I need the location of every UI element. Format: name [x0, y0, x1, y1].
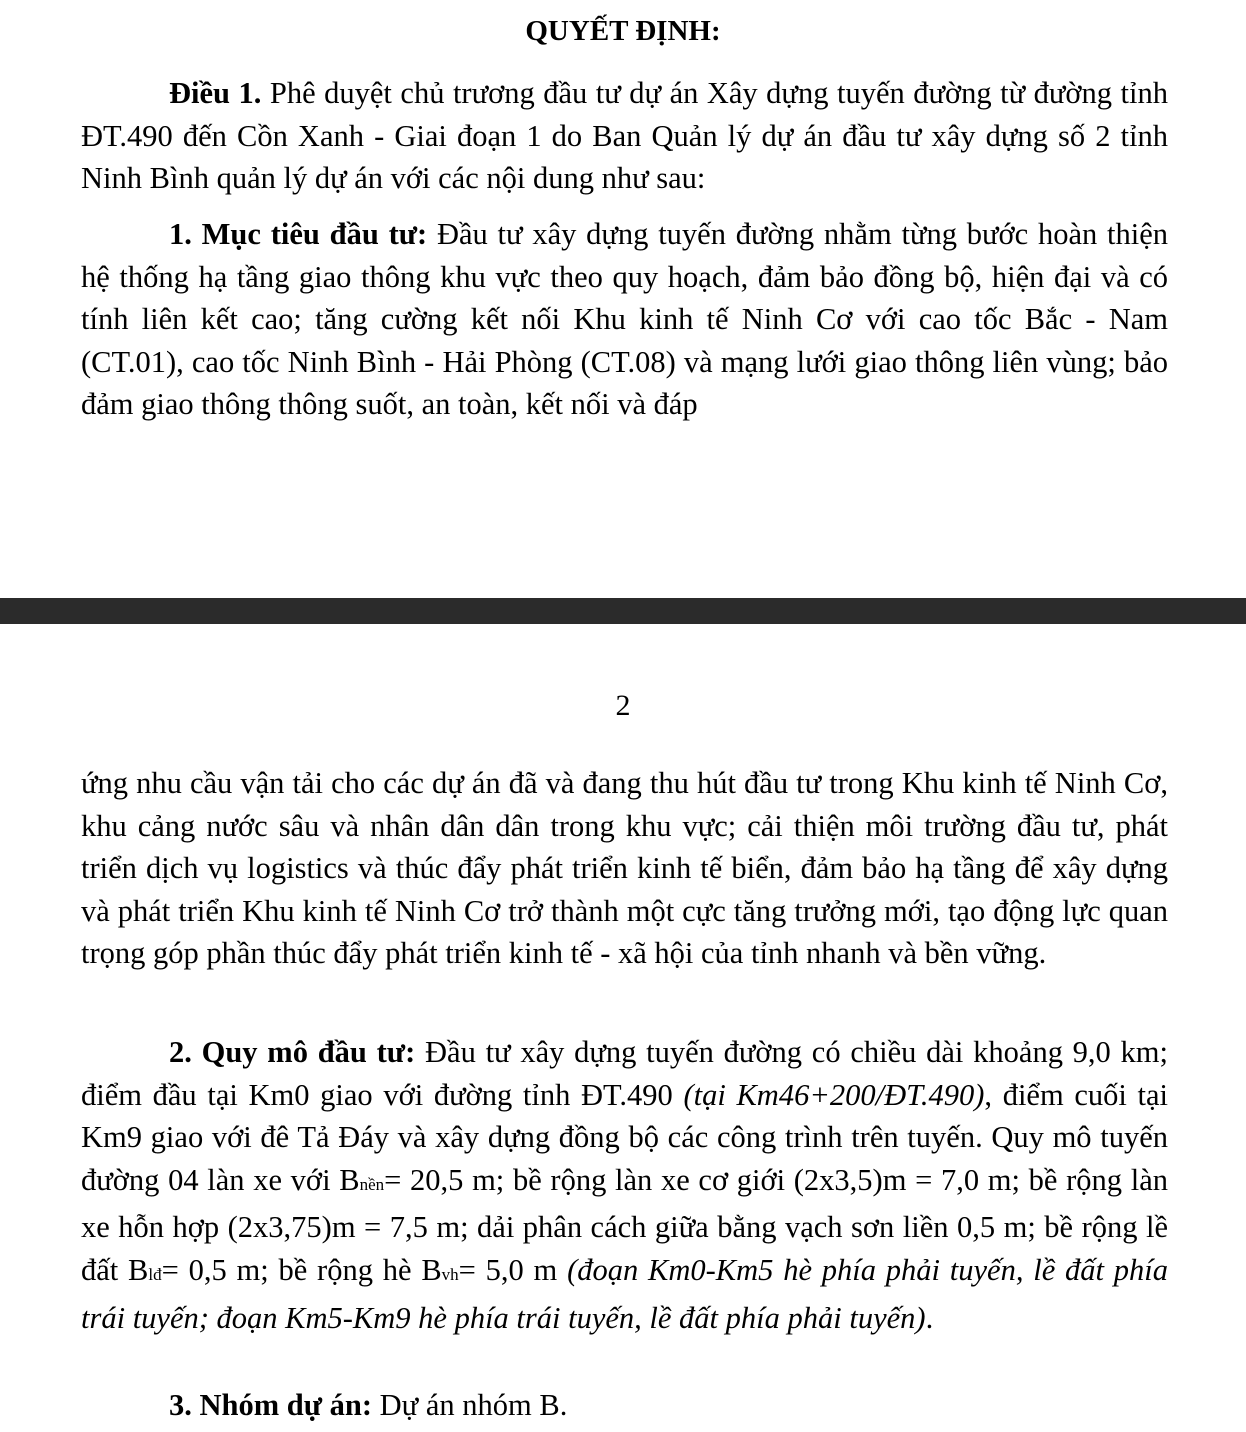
article-1-paragraph	[81, 72, 1168, 200]
subscript-ld: lđ	[148, 1264, 162, 1284]
scale-text-1: Đầu tư xây dựng tuyến đường có chiều dài khoảng 9,0 km; điểm đầu tại Km0 giao với đường tỉnh ĐT.490	[81, 1035, 1169, 1112]
page-separator	[0, 598, 1246, 624]
objective-text-page-1: Đầu tư xây dựng tuyến đường nhằm từng bước hoàn thiện hệ thống hạ tầng giao thông khu vực theo quy hoạch, đảm bảo đồng bộ, hiện đại và có tính liên kết cao; tăng cường kết nối Khu kinh tế Ninh Cơ với cao tốc Bắc - Nam (CT.01), cao tốc Ninh Bình - Hải Phòng (CT.08) và mạng lưới giao thông liên vùng; bảo đảm giao thông thông suốt, an toàn, kết nối và đáp	[81, 217, 1168, 422]
objective-paragraph	[81, 213, 1168, 426]
scale-label: 2. Quy mô đầu tư:	[169, 1035, 416, 1069]
scale-sidewalk-note: (đoạn Km0-Km5 hè phía phải tuyến, lề đất phía trái tuyến; đoạn Km5-Km9 hè phía trái tuyến, lề đất phía phải tuyến)	[81, 1252, 1168, 1335]
scale-text-4: = 0,5 m; bề rộng hè B	[161, 1252, 442, 1287]
scale-start-note: (tại Km46+200/ĐT.490)	[683, 1077, 985, 1112]
subscript-nen: nền	[359, 1174, 385, 1194]
page-number: 2	[615, 689, 631, 722]
article-1-text: Phê duyệt chủ trương đầu tư dự án Xây dựng tuyến đường từ đường tỉnh ĐT.490 đến Cồn Xanh - Giai đoạn 1 do Ban Quản lý dự án đầu tư xây dựng số 2 tỉnh Ninh Bình quản lý dự án với các nội dung như sau:	[81, 76, 1169, 196]
scale-text-3: = 20,5 m; bề rộng làn xe cơ giới (2x3,5)m = 7,0 m; bề rộng làn xe hỗn hợp (2x3,75)m = 7,5 m; dải phân cách giữa bằng vạch sơn liền 0,5 m; bề rộng lề đất B	[81, 1162, 1169, 1287]
page-1	[0, 0, 1246, 598]
scale-paragraph	[81, 1031, 1168, 1339]
scale-text-6: .	[925, 1300, 934, 1335]
decision-heading: QUYẾT ĐỊNH:	[525, 15, 721, 47]
subscript-vh: vh	[441, 1264, 459, 1284]
scale-text-5: = 5,0 m	[458, 1252, 568, 1287]
project-group-label: 3. Nhóm dự án:	[169, 1388, 373, 1422]
project-group-text: Dự án nhóm B.	[372, 1388, 568, 1422]
article-1-label: Điều 1.	[169, 76, 262, 110]
objective-label: 1. Mục tiêu đầu tư:	[169, 217, 428, 251]
objective-continuation: ứng nhu cầu vận tải cho các dự án đã và đang thu hút đầu tư trong Khu kinh tế Ninh Cơ, khu cảng nước sâu và nhân dân dân trong khu vực; cải thiện môi trường đầu tư, phát triển dịch vụ logistics và thúc đẩy phát triển kinh tế biển, đảm bảo hạ tầng để xây dựng và phát triển Khu kinh tế Ninh Cơ trở thành một cực tăng trưởng mới, tạo động lực quan trọng góp phần thúc đẩy phát triển kinh tế - xã hội của tỉnh nhanh và bền vững.	[81, 766, 1168, 971]
project-group-paragraph	[81, 1384, 1168, 1427]
scale-text-2: , điểm cuối tại Km9 giao với đê Tả Đáy và xây dựng đồng bộ các công trình trên tuyến. Quy mô tuyến đường 04 làn xe với B	[81, 1077, 1168, 1197]
